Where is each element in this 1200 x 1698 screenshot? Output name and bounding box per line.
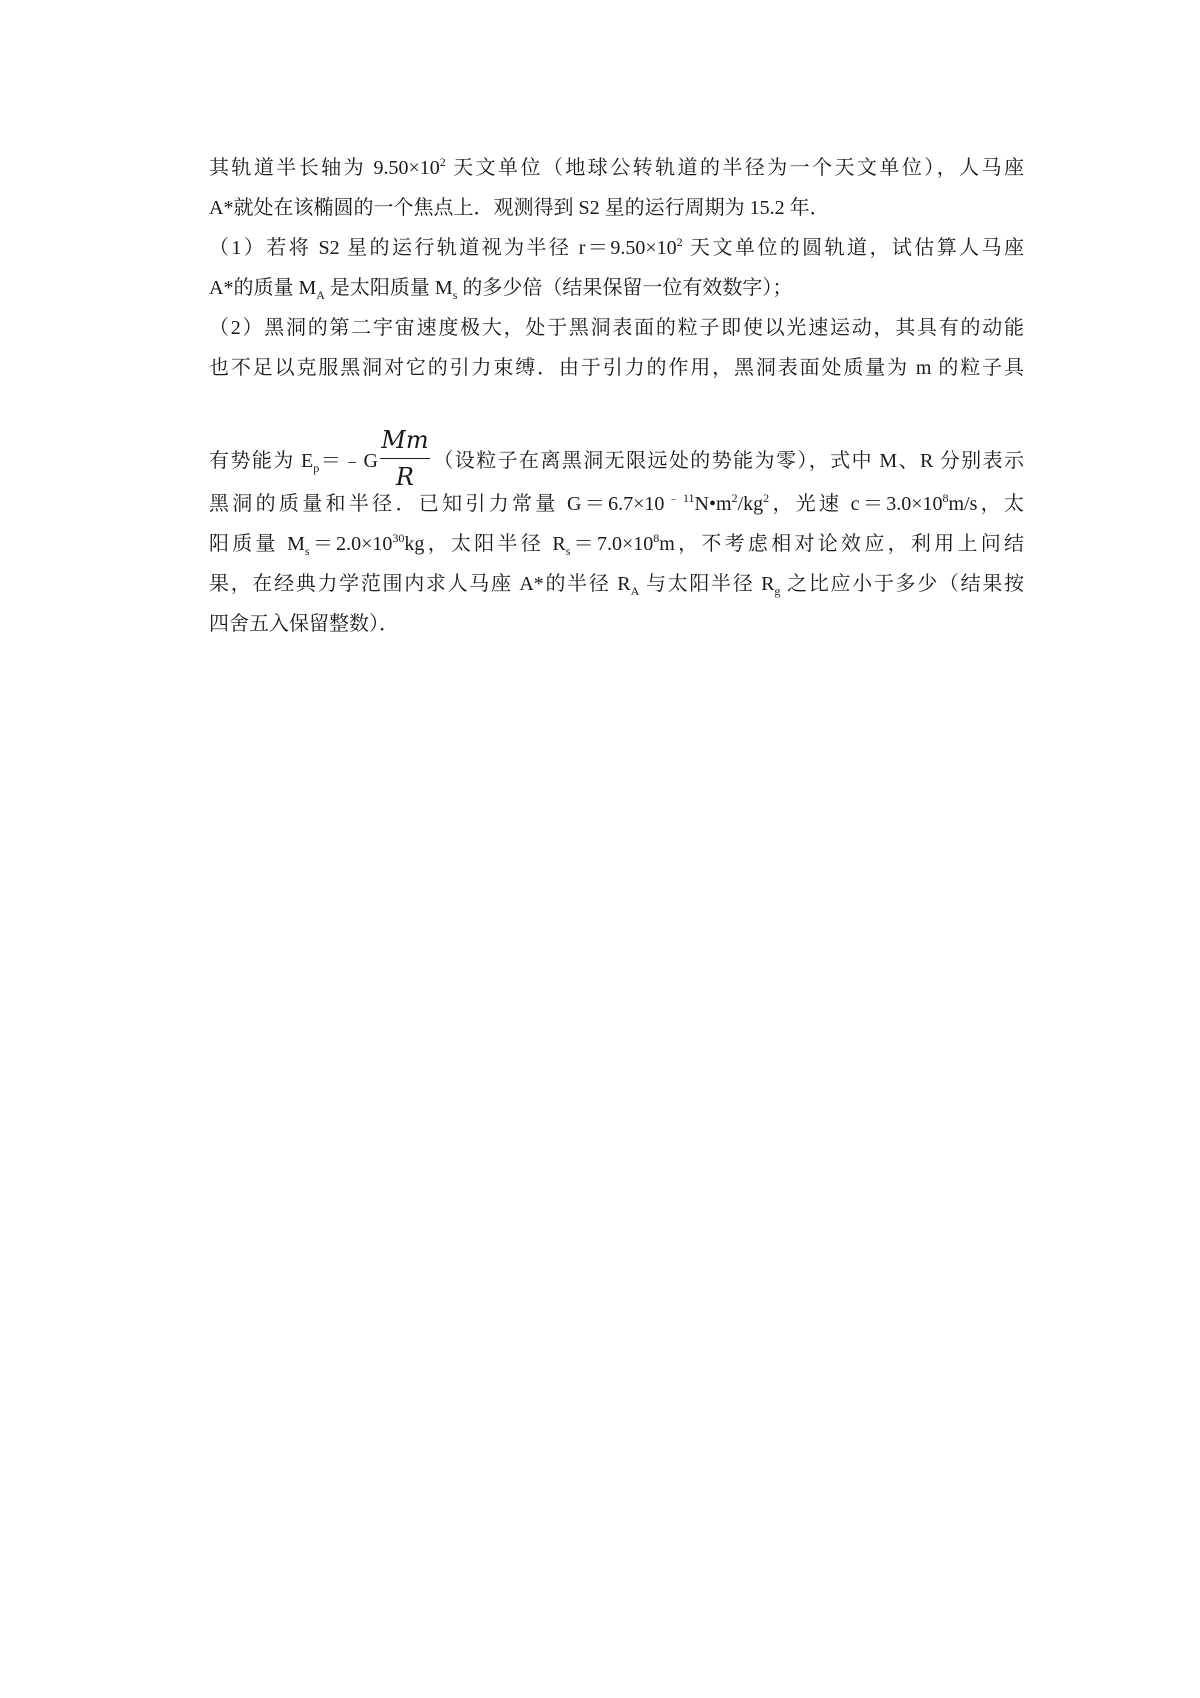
superscript: 2 (439, 155, 446, 169)
text-span: N•m (694, 493, 732, 515)
superscript: 2 (731, 491, 738, 505)
text-span: 黑洞的质量和半径．已知引力常量 G＝6.7×10 (209, 493, 665, 515)
subscript: s (565, 544, 571, 558)
fraction-denominator: R (395, 463, 414, 491)
text-line-8 (209, 484, 1024, 524)
superscript: 2 (763, 491, 770, 505)
text-span: 有势能为 E (209, 450, 314, 473)
subscript: g (774, 584, 781, 598)
text-span: 与太阳半径 R (639, 573, 775, 595)
text-line-1 (209, 148, 1024, 188)
text-span: 阳质量 M (209, 533, 305, 555)
text-span: ＝﹣G (319, 450, 378, 473)
subscript: A (630, 584, 640, 598)
text-span: A*的质量 M (209, 277, 317, 299)
text-line-7 (209, 388, 1024, 498)
text-line-9 (209, 524, 1024, 564)
text-span: 果，在经典力学范围内求人马座 A*的半径 R (209, 573, 631, 595)
fraction-mm-over-r (380, 424, 430, 493)
text-line-11: 四舍五入保留整数）． (209, 613, 399, 635)
text-line-5: （2）黑洞的第二宇宙速度极大，处于黑洞表面的粒子即使以光速运动，其具有的动能 (209, 317, 1024, 339)
text-span: 是太阳质量 M (324, 277, 453, 299)
text-span: 天文单位（地球公转轨道的半径为一个天文单位），人马座 (445, 157, 1025, 179)
problem-text (209, 148, 1024, 644)
subscript: A (316, 288, 325, 302)
superscript: 8 (653, 531, 660, 545)
text-span: m，不考虑相对论效应，利用上问结 (659, 533, 1025, 555)
superscript: ﹣11 (664, 491, 695, 505)
subscript: p (313, 461, 320, 476)
text-line-6: 也不足以克服黑洞对它的引力束缚．由于引力的作用，黑洞表面处质量为 m 的粒子具 (209, 357, 1024, 379)
text-span: （1）若将 S2 星的运行轨道视为半径 r＝9.50×10 (209, 237, 677, 259)
text-span: kg，太阳半径 R (404, 533, 566, 555)
text-line-2: A*就处在该椭圆的一个焦点上．观测得到 S2 星的运行周期为 15.2 年． (209, 197, 830, 219)
subscript: s (304, 544, 310, 558)
text-span: ＝7.0×10 (570, 533, 654, 555)
subscript: s (452, 288, 458, 302)
fraction-bar (380, 458, 430, 459)
text-span: m/s，太 (948, 493, 1024, 515)
text-span: /kg (737, 493, 764, 515)
superscript: 30 (392, 531, 405, 545)
text-line-3 (209, 228, 1024, 268)
text-span: 的多少倍（结果保留一位有效数字）； (457, 277, 793, 299)
superscript: 2 (676, 235, 683, 249)
fraction-numerator: Mm (381, 426, 429, 454)
text-span: 天文单位的圆轨道，试估算人马座 (682, 237, 1025, 259)
text-line-4 (209, 268, 1024, 308)
text-span: （设粒子在离黑洞无限远处的势能为零），式中 M、R 分别表示 (431, 450, 1025, 473)
text-span: ＝2.0×10 (309, 533, 393, 555)
text-line-10 (209, 564, 1024, 604)
text-span: 其轨道半长轴为 9.50×10 (209, 157, 440, 179)
superscript: 8 (942, 491, 949, 505)
text-span: ，光速 c＝3.0×10 (769, 493, 943, 515)
text-span: 之比应小于多少（结果按 (780, 573, 1025, 595)
